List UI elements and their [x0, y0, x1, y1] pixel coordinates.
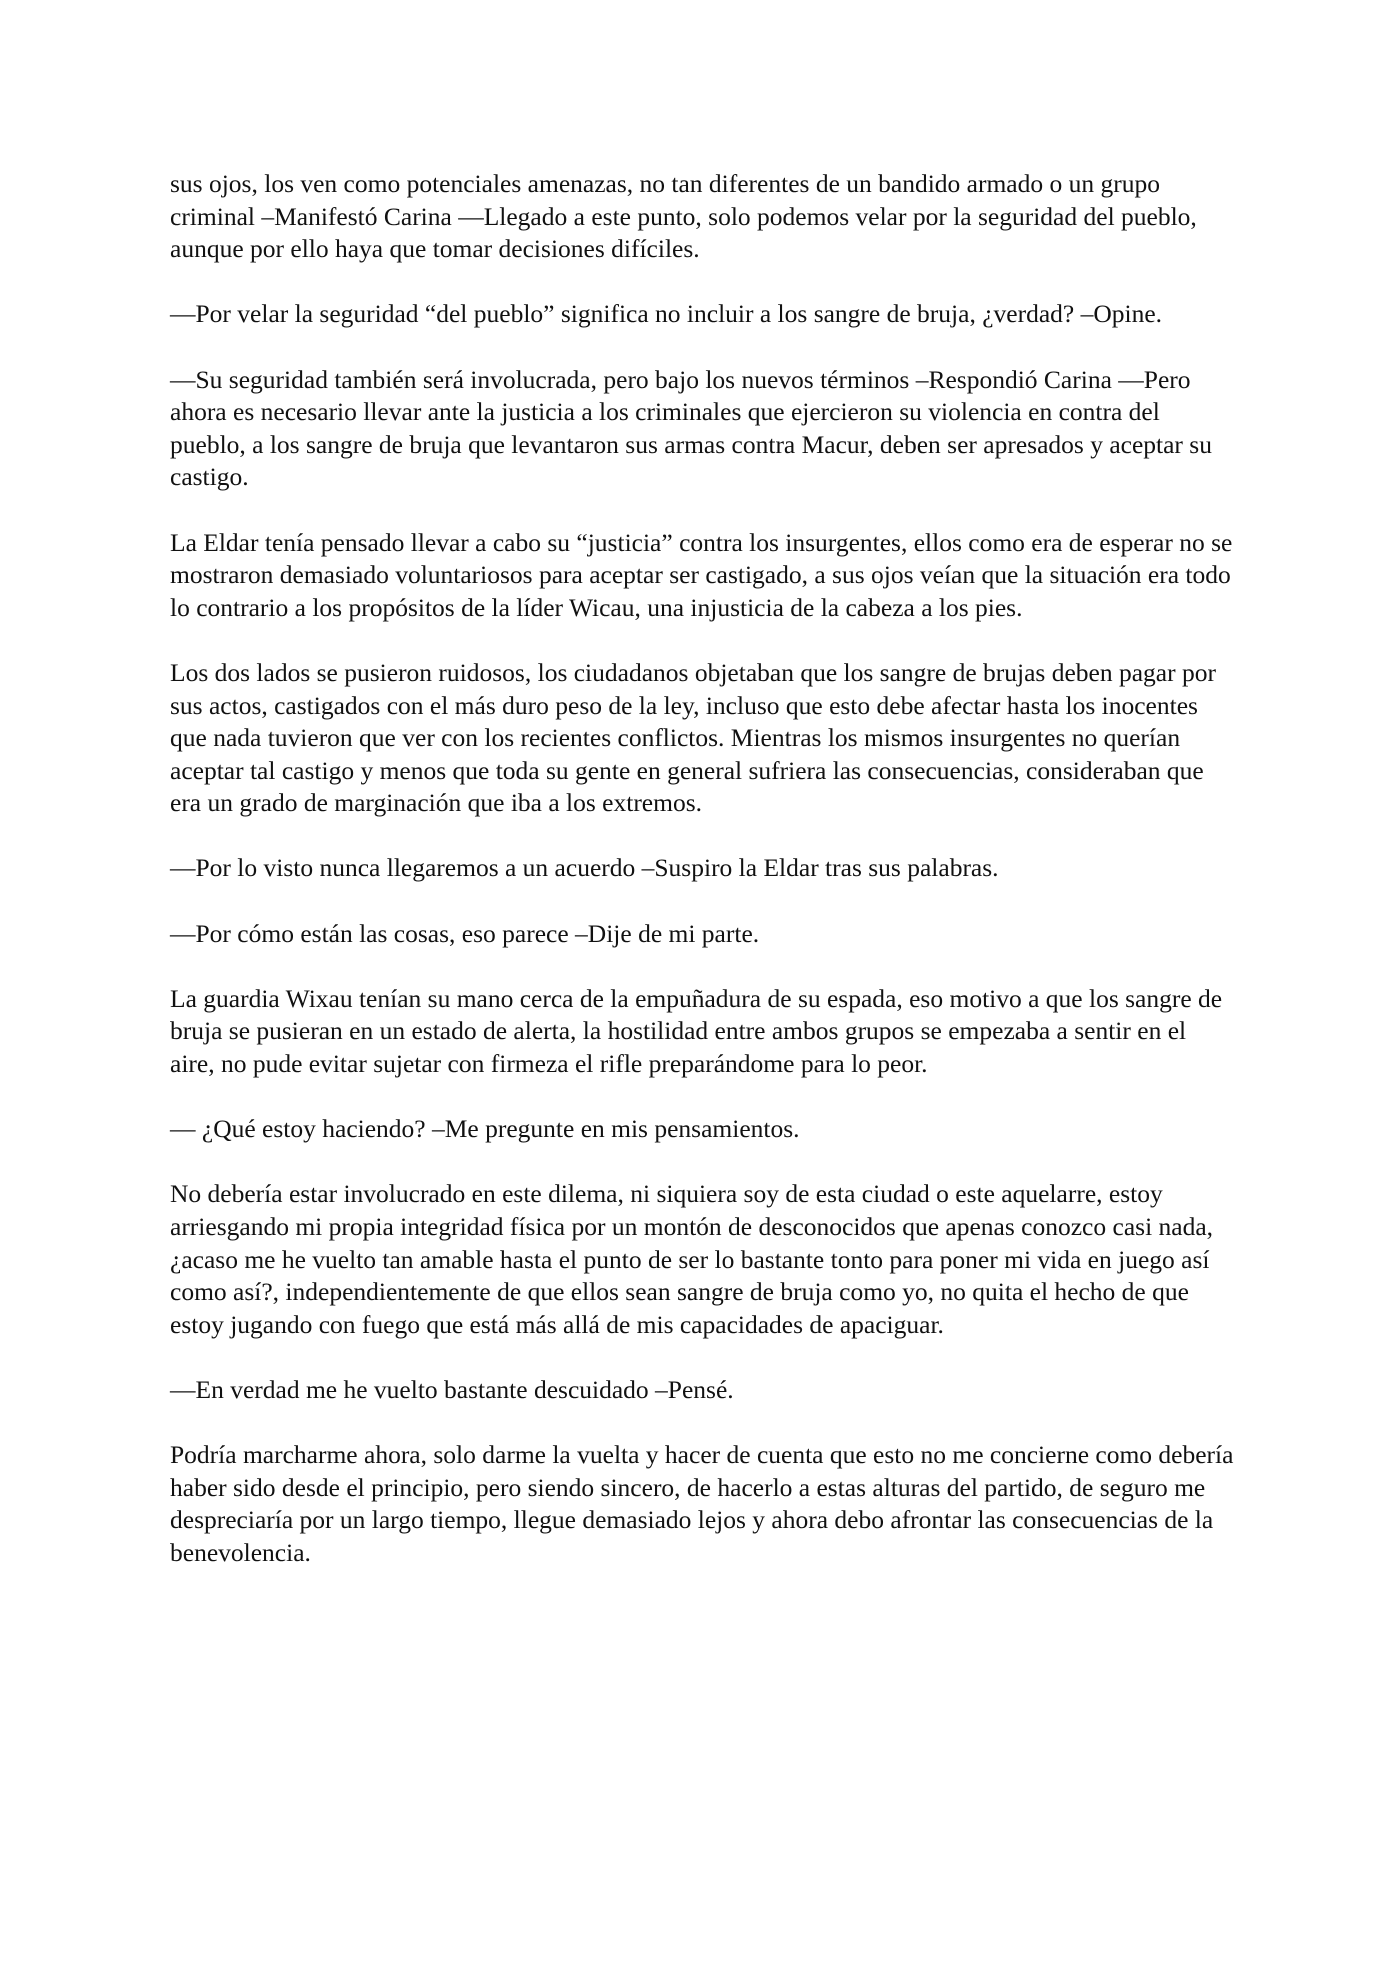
paragraph: sus ojos, los ven como potenciales amenazas, no tan diferentes de un bandido armado o un grupo criminal –Manifestó Carina —Llegado a este punto, solo podemos velar por la seguridad del pueblo, aunque por ello haya que tomar decisiones difíciles. [170, 169, 1197, 264]
document-body [170, 168, 1235, 1602]
paragraph: La Eldar tenía pensado llevar a cabo su “justicia” contra los insurgentes, ellos como era de esperar no se mostraron demasiado voluntariosos para aceptar ser castigado, a sus ojos veían que la situación era todo lo contrario a los propósitos de la líder Wicau, una injusticia de la cabeza a los pies. [170, 527, 1233, 622]
paragraph: —Su seguridad también será involucrada, pero bajo los nuevos términos –Respondió Carina —Pero ahora es necesario llevar ante la justicia a los criminales que ejercieron su violencia en contra del pueblo, a los sangre de bruja que levantaron sus armas contra Macur, deben ser apresados y aceptar su castigo. [170, 364, 1212, 492]
paragraph: —Por cómo están las cosas, eso parece –Dije de mi parte. [170, 918, 760, 948]
paragraph: No debería estar involucrado en este dilema, ni siquiera soy de esta ciudad o este aquelarre, estoy arriesgando mi propia integridad física por un montón de desconocidos que apenas conozco casi nada, ¿acaso me he vuelto tan amable hasta el punto de ser lo bastante tonto para poner mi vida en juego así como así?, independientemente de que ellos sean sangre de bruja como yo, no quita el hecho de que estoy jugando con fuego que está más allá de mis capacidades de apaciguar. [170, 1179, 1214, 1339]
paragraph: La guardia Wixau tenían su mano cerca de la empuñadura de su espada, eso motivo a que los sangre de bruja se pusieran en un estado de alerta, la hostilidad entre ambos grupos se empezaba a sentir en el aire, no pude evitar sujetar con firmeza el rifle preparándome para lo peor. [170, 983, 1223, 1079]
paragraph: —En verdad me he vuelto bastante descuidado –Pensé. [170, 1374, 734, 1404]
paragraph: —Por lo visto nunca llegaremos a un acuerdo –Suspiro la Eldar tras sus palabras. [170, 853, 999, 883]
paragraph: — ¿Qué estoy haciendo? –Me pregunte en mis pensamientos. [170, 1114, 800, 1144]
paragraph: —Por velar la seguridad “del pueblo” significa no incluir a los sangre de bruja, ¿verdad? –Opine. [170, 299, 1163, 329]
paragraph: Podría marcharme ahora, solo darme la vuelta y hacer de cuenta que esto no me concierne como debería haber sido desde el principio, pero siendo sincero, de hacerlo a estas alturas del partido, de seguro me despreciaría por un largo tiempo, llegue demasiado lejos y ahora debo afrontar las consecuencias de la benevolencia. [170, 1440, 1234, 1567]
paragraph: Los dos lados se pusieron ruidosos, los ciudadanos objetaban que los sangre de brujas deben pagar por sus actos, castigados con el más duro peso de la ley, incluso que esto debe afectar hasta los inocentes que nada tuvieron que ver con los recientes conflictos. Mientras los mismos insurgentes no querían aceptar tal castigo y menos que toda su gente en general sufriera las consecuencias, consideraban que era un grado de marginación que iba a los extremos. [170, 657, 1216, 818]
